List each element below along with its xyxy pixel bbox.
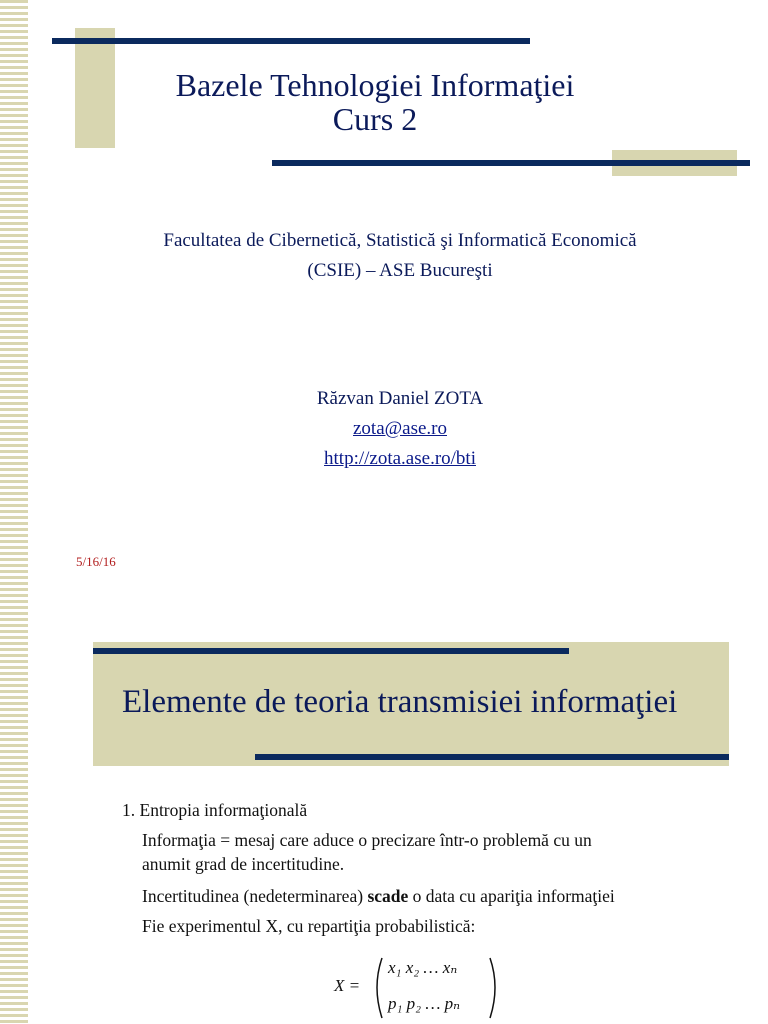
- paragraph-2-bold: scade: [367, 886, 409, 906]
- title-line-2: Curs 2: [332, 101, 418, 137]
- paragraph-1-line-2: anumit grad de incertitudine.: [142, 854, 345, 874]
- matrix-row-top: x₁ x₂ … xₙ: [388, 958, 458, 977]
- heading-bar-bottom: [255, 754, 729, 760]
- item-1: 1. Entropia informaţională: [122, 800, 308, 820]
- paragraph-2-end: o data cu apariţia informaţiei: [408, 886, 615, 906]
- slide1-title: [100, 68, 650, 136]
- author-name: Răzvan Daniel ZOTA: [316, 388, 484, 409]
- paragraph-3: Fie experimentul X, cu repartiţia probabilistică:: [142, 916, 476, 936]
- author-block: [100, 384, 700, 474]
- slide-date: 5/16/16: [76, 554, 116, 569]
- website-link[interactable]: http://zota.ase.ro/bti: [324, 448, 476, 469]
- email-link[interactable]: zota@ase.ro: [353, 418, 447, 439]
- paragraph-2: [122, 884, 762, 908]
- faculty-line-2: (CSIE) – ASE Bucureşti: [307, 260, 493, 281]
- title-bar-bottom: [272, 160, 750, 166]
- faculty-line-1: Facultatea de Cibernetică, Statistică şi Informatică Economică: [163, 230, 637, 251]
- paragraph-1-line-1: Informaţia = mesaj care aduce o precizare într-o problemă cu un: [142, 830, 592, 850]
- heading-bar-top: [93, 648, 569, 654]
- matrix-row-bottom: p₁ p₂ … pₙ: [388, 994, 461, 1013]
- formula-lhs: X =: [334, 976, 361, 995]
- title-bar-top: [52, 38, 530, 44]
- slide2-heading: Elemente de teoria transmisiei informaţiei: [122, 684, 678, 720]
- title-line-1: Bazele Tehnologiei Informaţiei: [175, 67, 575, 103]
- probability-matrix: [334, 952, 504, 1022]
- faculty-block: [70, 226, 730, 286]
- decorative-stripes: [0, 0, 28, 1024]
- paragraph-1: [122, 828, 762, 876]
- paragraph-2-start: Incertitudinea (nedeterminarea): [142, 886, 368, 906]
